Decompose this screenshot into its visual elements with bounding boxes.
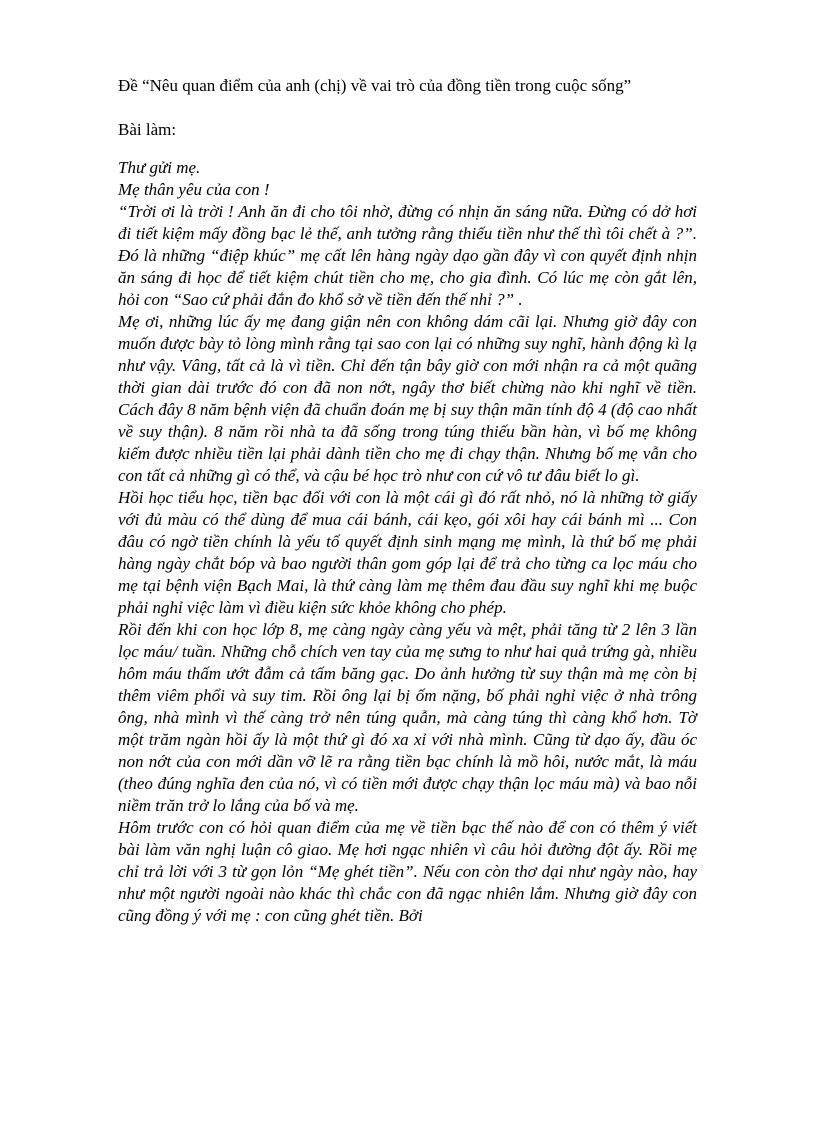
letter-paragraph: Hồi học tiểu học, tiền bạc đối với con là một cái gì đó rất nhỏ, nó là những tờ giấy với đủ màu có thể dùng để mua cái bánh, cái kẹo, gói xôi hay cái bánh mì ... Con đâu có ngờ tiền chính là yếu tố quyết định sinh mạng mẹ mình, là thứ bố mẹ phải hàng ngày chắt bóp và bao người thân gom góp lại để trả cho từng ca lọc máu cho mẹ tại bệnh viện Bạch Mai, là thứ càng làm mẹ thêm đau đầu suy nghĩ khi mẹ buộc phải nghỉ việc làm vì điều kiện sức khỏe không cho phép. — [118, 488, 697, 617]
letter-paragraph: Hôm trước con có hỏi quan điểm của mẹ về tiền bạc thế nào để con có thêm ý viết bài làm văn nghị luận cô giao. Mẹ hơi ngạc nhiên vì câu hỏi đường đột ấy. Rồi mẹ chỉ trả lời với 3 từ gọn lỏn “Mẹ ghét tiền”. Nếu con còn thơ dại như ngày nào, hay như một người ngoài nào khác thì chắc con đã ngạc nhiên lắm. Nhưng giờ đây con cũng đồng ý với mẹ : con cũng ghét tiền. Bởi — [118, 818, 697, 925]
essay-heading: Bài làm: — [118, 120, 177, 139]
letter-body — [118, 157, 697, 927]
letter-paragraph: “Trời ơi là trời ! Anh ăn đi cho tôi nhờ, đừng có nhịn ăn sáng nữa. Đừng có dở hơi đi tiết kiệm mấy đồng bạc lẻ thế, anh tưởng rằng thiếu tiền như thế thì tôi chết à ?”. Đó là những “điệp khúc” mẹ cất lên hàng ngày dạo gần đây vì con quyết định nhịn ăn sáng đi học để tiết kiệm chút tiền cho mẹ, cho gia đình. Có lúc mẹ còn gắt lên, hỏi con “Sao cứ phải đắn đo khổ sở về tiền đến thế nhỉ ?” . — [118, 202, 697, 309]
letter-greeting: Thư gửi mẹ. — [118, 158, 201, 177]
letter-paragraph: Rồi đến khi con học lớp 8, mẹ càng ngày càng yếu và mệt, phải tăng từ 2 lên 3 lần lọc máu/ tuần. Những chỗ chích ven tay của mẹ sưng to như hai quả trứng gà, nhiều hôm máu thấm ướt đẫm cả tấm băng gạc. Do ảnh hưởng từ suy thận mà mẹ còn bị thêm viêm phổi và suy tim. Rồi ông lại bị ốm nặng, bố phải nghỉ việc ở nhà trông ông, nhà mình vì thế càng trở nên túng quẫn, mà càng túng thì càng khổ hơn. Tờ một trăm ngàn hồi ấy là một thứ gì đó xa xỉ với nhà mình. Cũng từ dạo ấy, đầu óc non nớt của con mới dần vỡ lẽ ra rằng tiền bạc chính là mồ hôi, nước mắt, là máu (theo đúng nghĩa đen của nó, vì có tiền mới được chạy thận lọc máu mà) và bao nỗi niềm trăn trở lo lắng của bố và mẹ. — [118, 620, 697, 815]
letter-paragraph: Mẹ ơi, những lúc ấy mẹ đang giận nên con không dám cãi lại. Nhưng giờ đây con muốn được bày tỏ lòng mình rằng tại sao con lại có những suy nghĩ, hành động kì lạ như vậy. Vâng, tất cả là vì tiền. Chỉ đến tận bây giờ con mới nhận ra cả một quãng thời gian dài trước đó con đã non nớt, ngây thơ biết chừng nào khi nghĩ về tiền. Cách đây 8 năm bệnh viện đã chuẩn đoán mẹ bị suy thận mãn tính độ 4 (độ cao nhất về suy thận). 8 năm rồi nhà ta đã sống trong túng thiếu bần hàn, vì bố mẹ không kiếm được nhiều tiền lại phải dành tiền cho mẹ đi chạy thận. Nhưng bố mẹ vẫn cho con tất cả những gì có thể, và cậu bé học trò như con cứ vô tư đâu biết lo gì. — [118, 312, 697, 485]
letter-salutation: Mẹ thân yêu của con ! — [118, 180, 270, 199]
essay-title: Đề “Nêu quan điểm của anh (chị) về vai trò của đồng tiền trong cuộc sống” — [118, 76, 632, 95]
